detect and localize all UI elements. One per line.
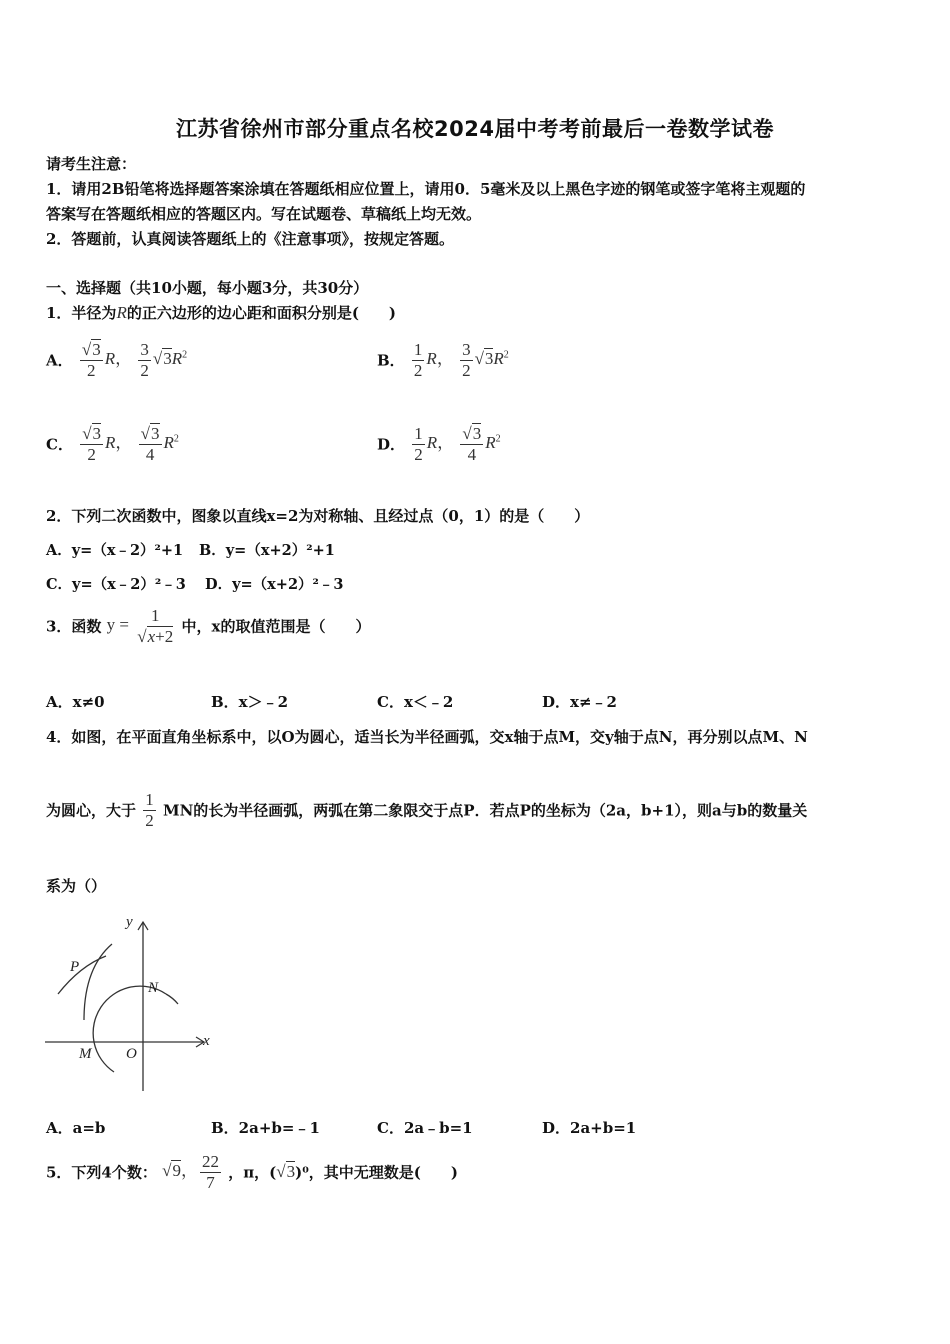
origin-arc-end <box>166 994 178 1004</box>
q3-option-b[interactable]: B．x＞﹣2 <box>211 693 289 711</box>
q1-option-d[interactable]: D． $\frac{1}{2}$ R， $\frac{√3}{4}$ $R^2$ <box>377 424 501 464</box>
point-n-label: N <box>148 980 159 996</box>
q1-option-c[interactable]: C． $\frac{√3}{2}$ R， $\frac{√3}{4}$ $R^2$ <box>46 424 179 464</box>
arc-from-n <box>58 956 106 994</box>
q4-option-c[interactable]: C．2a﹣b=1 <box>377 1119 473 1137</box>
q4-option-b[interactable]: B．2a+b=﹣1 <box>211 1119 320 1137</box>
q3-option-d[interactable]: D．x≠﹣2 <box>542 693 617 711</box>
x-axis-label: x <box>203 1033 210 1049</box>
point-m-label: M <box>79 1046 92 1062</box>
q1-option-b[interactable]: B． $\frac{1}{2}$ R， $\frac{3}{2}$ $√3R^2$ <box>377 340 509 380</box>
q3-option-c[interactable]: C．x＜﹣2 <box>377 693 454 711</box>
question-4-line-2: 为圆心，大于 $\frac{1}{2}$ MN的长为半径画弧，两弧在第二象限交于点P．若点P的坐标为（2a，b+1），则a与b的数量关 <box>46 790 808 830</box>
q2-option-b[interactable]: B．y=（x+2）²+1 <box>199 542 335 559</box>
q4-coordinate-figure <box>40 908 220 1098</box>
arc-from-m <box>84 944 112 1020</box>
notice-heading: 请考生注意： <box>46 155 137 173</box>
origin-label: O <box>126 1046 137 1062</box>
q4-option-d[interactable]: D．2a+b=1 <box>542 1119 637 1137</box>
notice-line-2: 2．答题前，认真阅读答题纸上的《注意事项》，按规定答题。 <box>46 230 454 248</box>
question-5-stem: 5．下列4个数： √9， $\frac{22}{7}$ ，π，(√3)⁰，其中无理数是( ) <box>46 1152 458 1192</box>
notice-line-1a: 1．请用2B铅笔将选择题答案涂填在答题纸相应位置上，请用0．5毫米及以上黑色字迹的钢笔或签字笔将主观题的 <box>46 180 806 198</box>
question-1-stem: 1．半径为R的正六边形的边心距和面积分别是( ) <box>46 303 397 322</box>
q2-option-a[interactable]: A．y=（x﹣2）²+1 <box>46 542 184 559</box>
question-4-line-1: 4．如图，在平面直角坐标系中，以O为圆心，适当长为半径画弧，交x轴于点M，交y轴于点N，再分别以点M、N <box>46 728 808 746</box>
q3-option-a[interactable]: A．x≠0 <box>46 693 105 711</box>
question-3-stem: 3．函数 y = $\frac{1}{√x+2}$ 中，x的取值范围是（ ） <box>46 606 371 646</box>
page-title: 江苏省徐州市部分重点名校2024届中考考前最后一卷数学试卷 <box>176 117 774 141</box>
y-axis-label: y <box>126 914 133 930</box>
question-2-stem: 2．下列二次函数中，图象以直线x=2为对称轴、且经过点（0，1）的是（ ） <box>46 507 590 525</box>
q2-option-d[interactable]: D．y=（x+2）²﹣3 <box>205 576 344 593</box>
q1-option-a[interactable]: A． $\frac{√3}{2}$ R， $\frac{3}{2}$ $√3R^2$ <box>46 340 188 380</box>
section-heading: 一、选择题（共10小题，每小题3分，共30分） <box>46 279 369 297</box>
point-p-label: P <box>70 959 80 975</box>
question-4-line-3: 系为（） <box>46 877 107 895</box>
notice-line-1b: 答案写在答题纸相应的答题区内。写在试题卷、草稿纸上均无效。 <box>46 205 482 223</box>
q4-option-a[interactable]: A．a=b <box>46 1119 106 1137</box>
q2-option-c[interactable]: C．y=（x﹣2）²﹣3 <box>46 576 186 593</box>
